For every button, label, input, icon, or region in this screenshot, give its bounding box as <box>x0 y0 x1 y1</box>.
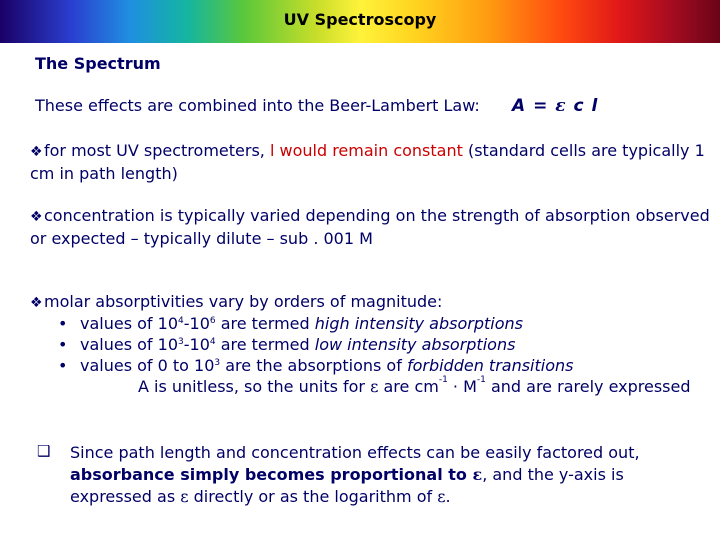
box-bullet-icon: ❑ <box>37 442 51 460</box>
eq-l: l <box>591 96 599 116</box>
conclusion-emphasis: absorbance simply becomes proportional to <box>70 465 473 484</box>
diamond-bullet-icon: ❖ <box>30 144 43 160</box>
eq-a: A <box>512 96 527 116</box>
list-item: • values of $10^4-10^6$ are termed high intensity absorptions <box>58 314 523 333</box>
p2-text: concentration is typically varied depending on the strength of absorption observed or expected – typically dilute – sub . 001 M <box>30 206 710 248</box>
units-note: A is unitless, so the units for ε are $cm^{-1} \cdot M^{-1}$ and are rarely expressed <box>138 375 691 396</box>
beer-lambert-equation <box>512 96 598 116</box>
section-subtitle: The Spectrum <box>35 54 161 73</box>
diamond-bullet-icon: ❖ <box>30 295 43 311</box>
p1-highlight: l would remain constant <box>269 141 463 160</box>
p3-text: molar absorptivities vary by orders of magnitude: <box>44 292 443 311</box>
eq-equals: = <box>533 96 549 116</box>
absorptivity-list <box>58 313 573 376</box>
conclusion-text: Since path length and concentration effects can be easily factored out, absorbance simply becomes proportional to ε, and the y-axis is expressed as ε directly or as the logarithm of ε. <box>70 443 640 506</box>
list-item: • values of $10^3-10^4$ are termed low intensity absorptions <box>58 335 516 354</box>
epsilon-symbol: ε <box>370 377 379 396</box>
slide-title: UV Spectroscopy <box>283 10 437 29</box>
bullet-path-length <box>30 140 710 184</box>
diamond-bullet-icon: ❖ <box>30 209 43 225</box>
p1-pre: for most UV spectrometers, <box>44 141 270 160</box>
p1-post: (standard cells are typically 1 cm in path length) <box>30 141 705 183</box>
bullet-concentration <box>30 205 710 249</box>
list-item: • values of 0 to $10^3$ are the absorptions of forbidden transitions <box>58 356 574 375</box>
eq-c: c <box>573 96 585 116</box>
bullet-molar-absorptivity <box>30 291 710 314</box>
eq-epsilon: ε <box>555 96 567 116</box>
intro-text: These effects are combined into the Beer-Lambert Law: <box>35 96 480 115</box>
